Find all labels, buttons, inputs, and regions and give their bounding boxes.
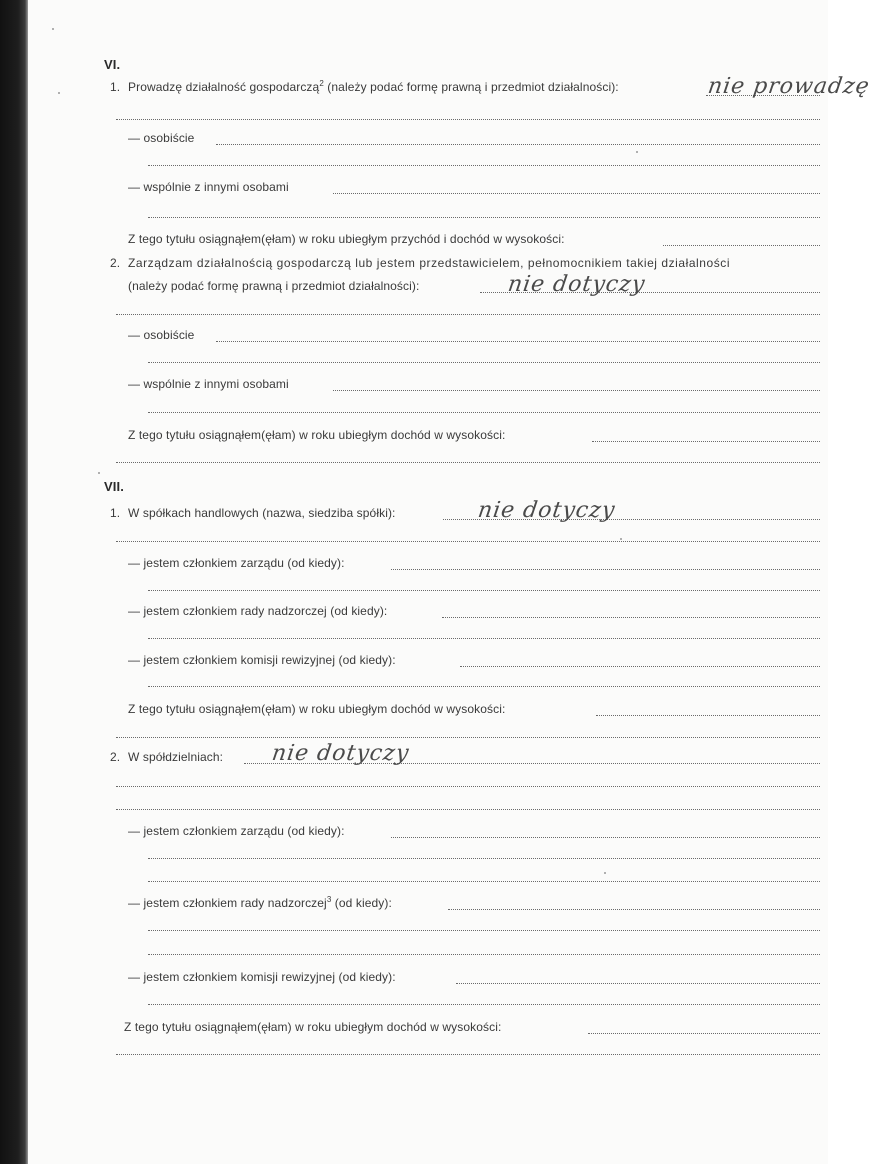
vi-2-jointly-line-2[interactable] (148, 412, 820, 413)
vii-2-supervisory-line-3[interactable] (148, 954, 820, 955)
vi-1-personal-line[interactable] (216, 144, 820, 145)
form-page (28, 0, 828, 1164)
scan-speck (620, 538, 622, 540)
vii-1-income-line[interactable] (596, 715, 820, 716)
vii-1-handwritten-answer: nie dotyczy (476, 498, 617, 523)
vii-1-supervisory-line-2[interactable] (148, 638, 820, 639)
vi-1-personal-line-2[interactable] (148, 165, 820, 166)
vii-2-income-label: Z tego tytułu osiągnąłem(ęłam) w roku ubiegłym dochód w wysokości: (124, 1020, 502, 1034)
vi-2-personal-line[interactable] (216, 341, 820, 342)
vi-2-jointly-line[interactable] (333, 390, 820, 391)
vii-2-supervisory-line-2[interactable] (148, 930, 820, 931)
vi-2-jointly-label: — wspólnie z innymi osobami (128, 377, 289, 391)
vii-2-income-line[interactable] (588, 1033, 820, 1034)
vi-1-jointly-line[interactable] (333, 193, 820, 194)
vi-2-label-line1: Zarządzam działalnością gospodarczą lub jestem przedstawicielem, pełnomocnikiem takiej działalności (128, 256, 731, 270)
vi-1-income-line[interactable] (663, 245, 820, 246)
vii-1-audit-line[interactable] (460, 666, 820, 667)
vii-2-supervisory-label: — jestem członkiem rady nadzorczej$^3$ (od kiedy): (128, 895, 392, 910)
vi-1-handwritten-answer: nie prowadzę (706, 74, 871, 99)
vii-2-audit-line-2[interactable] (148, 1004, 820, 1005)
vii-2-audit-line[interactable] (456, 983, 820, 984)
vi-1-label: Prowadzę działalność gospodarczą$^2$ (należy podać formę prawną i przedmiot działalności): (128, 79, 619, 94)
vii-2-income-line-2[interactable] (116, 1054, 820, 1055)
vii-2-label: W spółdzielniach: (128, 750, 224, 764)
scan-speck (604, 872, 606, 874)
vii-1-audit-line-2[interactable] (148, 686, 820, 687)
section-vi-heading: VI. (104, 57, 121, 72)
vii-1-supervisory-label: — jestem członkiem rady nadzorczej (od kiedy): (128, 604, 388, 618)
vi-2-income-label: Z tego tytułu osiągnąłem(ęłam) w roku ubiegłym dochód w wysokości: (128, 428, 506, 442)
section-vii-heading: VII. (104, 479, 124, 494)
vii-2-number: 2. (110, 750, 121, 764)
vi-2-handwritten-answer: nie dotyczy (506, 272, 647, 297)
vi-1-continuation-line[interactable] (116, 119, 820, 120)
vii-1-income-label: Z tego tytułu osiągnąłem(ęłam) w roku ubiegłym dochód w wysokości: (128, 702, 506, 716)
vii-2-handwritten-answer: nie dotyczy (270, 741, 411, 766)
vii-2-board-line-3[interactable] (148, 881, 820, 882)
vii-1-board-line[interactable] (391, 569, 820, 570)
vi-2-income-line[interactable] (592, 441, 820, 442)
vii-2-supervisory-line[interactable] (448, 909, 820, 910)
vii-1-audit-label: — jestem członkiem komisji rewizyjnej (od kiedy): (128, 653, 396, 667)
vi-1-jointly-label: — wspólnie z innymi osobami (128, 180, 289, 194)
vi-2-label-line2: (należy podać formę prawną i przedmiot działalności): (128, 279, 420, 293)
vi-1-personal-label: — osobiście (128, 131, 195, 145)
vii-1-board-line-2[interactable] (148, 590, 820, 591)
vii-2-board-line-2[interactable] (148, 858, 820, 859)
scan-dark-edge (0, 0, 28, 1164)
vii-2-audit-label: — jestem członkiem komisji rewizyjnej (od kiedy): (128, 970, 396, 984)
vi-2-continuation-line[interactable] (116, 314, 820, 315)
vii-2-continuation-line[interactable] (116, 786, 820, 787)
vii-1-number: 1. (110, 506, 121, 520)
vi-2-personal-label: — osobiście (128, 328, 195, 342)
scan-speck (52, 28, 54, 30)
vii-1-label: W spółkach handlowych (nazwa, siedziba spółki): (128, 506, 396, 520)
vii-2-continuation-line-2[interactable] (116, 809, 820, 810)
vi-2-number: 2. (110, 256, 121, 270)
vii-2-board-line[interactable] (391, 837, 820, 838)
vi-1-number: 1. (110, 80, 121, 94)
vii-2-board-label: — jestem członkiem zarządu (od kiedy): (128, 824, 345, 838)
vi-2-personal-line-2[interactable] (148, 362, 820, 363)
vi-1-jointly-line-2[interactable] (148, 217, 820, 218)
scan-speck (636, 151, 638, 153)
vii-1-supervisory-line[interactable] (442, 617, 820, 618)
scan-speck (58, 92, 60, 94)
vi-2-income-line-2[interactable] (116, 462, 820, 463)
vii-1-board-label: — jestem członkiem zarządu (od kiedy): (128, 556, 345, 570)
vii-1-income-line-2[interactable] (116, 737, 820, 738)
vii-1-continuation-line[interactable] (116, 541, 820, 542)
scan-speck (98, 472, 100, 474)
vi-1-income-label: Z tego tytułu osiągnąłem(ęłam) w roku ubiegłym przychód i dochód w wysokości: (128, 232, 565, 246)
